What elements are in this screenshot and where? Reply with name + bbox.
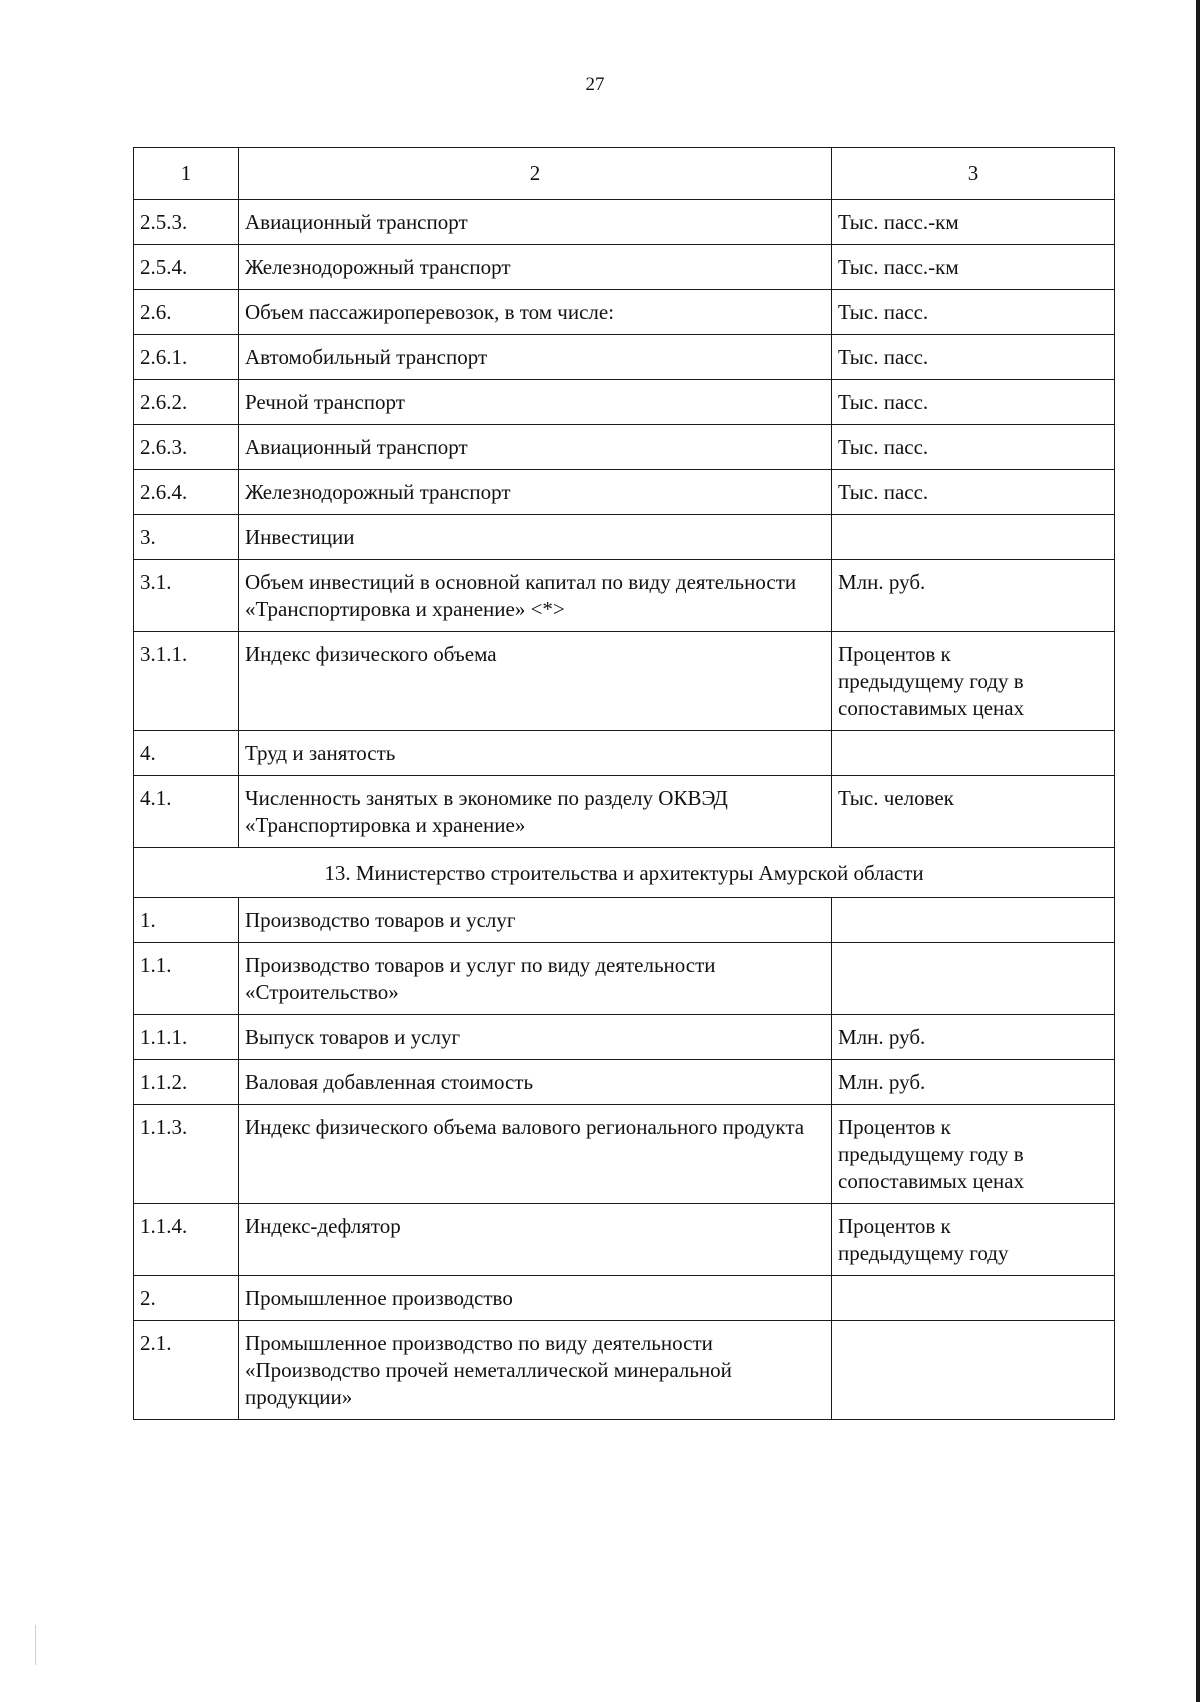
row-number: 1.1.4. [134, 1204, 239, 1276]
indicators-table [133, 147, 1115, 1420]
table-row [134, 632, 1115, 731]
table-row [134, 515, 1115, 560]
row-unit: Процентов к предыдущему году в сопоставимых ценах [832, 1105, 1115, 1204]
row-number: 4.1. [134, 776, 239, 848]
row-indicator: Речной транспорт [239, 380, 832, 425]
section-title: 13. Министерство строительства и архитектуры Амурской области [134, 848, 1115, 898]
row-indicator: Численность занятых в экономике по разделу ОКВЭД «Транспортировка и хранение» [239, 776, 832, 848]
row-number: 2.6. [134, 290, 239, 335]
scan-mark [35, 1625, 36, 1665]
row-number: 2.6.4. [134, 470, 239, 515]
row-indicator: Производство товаров и услуг по виду деятельности «Строительство» [239, 943, 832, 1015]
table-row [134, 1204, 1115, 1276]
row-indicator: Труд и занятость [239, 731, 832, 776]
row-unit: Млн. руб. [832, 560, 1115, 632]
row-indicator: Индекс физического объема валового регионального продукта [239, 1105, 832, 1204]
row-unit: Тыс. пасс.-км [832, 200, 1115, 245]
page-number: 27 [585, 74, 605, 95]
row-number: 1.1.1. [134, 1015, 239, 1060]
table-row [134, 245, 1115, 290]
table-row [134, 470, 1115, 515]
row-unit [832, 1276, 1115, 1321]
row-number: 2.6.1. [134, 335, 239, 380]
table-row [134, 335, 1115, 380]
table-row [134, 1015, 1115, 1060]
table-row [134, 1276, 1115, 1321]
row-unit [832, 943, 1115, 1015]
row-number: 3.1.1. [134, 632, 239, 731]
table-row [134, 898, 1115, 943]
row-number: 2. [134, 1276, 239, 1321]
table-header-row [134, 148, 1115, 200]
row-unit: Тыс. пасс. [832, 425, 1115, 470]
row-number: 4. [134, 731, 239, 776]
row-number: 2.5.4. [134, 245, 239, 290]
row-indicator: Объем пассажироперевозок, в том числе: [239, 290, 832, 335]
header-cell-name: 2 [239, 148, 832, 200]
row-number: 2.1. [134, 1321, 239, 1420]
section-header-row [134, 848, 1115, 898]
table-row [134, 425, 1115, 470]
table-row [134, 290, 1115, 335]
row-number: 2.6.2. [134, 380, 239, 425]
row-number: 1.1. [134, 943, 239, 1015]
row-number: 1.1.3. [134, 1105, 239, 1204]
row-unit: Тыс. пасс. [832, 335, 1115, 380]
row-unit: Процентов к предыдущему году в сопоставимых ценах [832, 632, 1115, 731]
table-row [134, 731, 1115, 776]
row-unit [832, 515, 1115, 560]
page-right-edge [1196, 0, 1200, 1702]
row-indicator: Промышленное производство по виду деятельности «Производство прочей неметаллической минеральной продукции» [239, 1321, 832, 1420]
row-unit: Тыс. пасс. [832, 470, 1115, 515]
row-indicator: Авиационный транспорт [239, 200, 832, 245]
table-row [134, 560, 1115, 632]
row-number: 2.5.3. [134, 200, 239, 245]
row-number: 1.1.2. [134, 1060, 239, 1105]
row-unit [832, 898, 1115, 943]
row-indicator: Железнодорожный транспорт [239, 470, 832, 515]
row-indicator: Железнодорожный транспорт [239, 245, 832, 290]
table-row [134, 943, 1115, 1015]
row-indicator: Производство товаров и услуг [239, 898, 832, 943]
row-unit [832, 731, 1115, 776]
row-unit: Млн. руб. [832, 1015, 1115, 1060]
row-unit: Тыс. пасс.-км [832, 245, 1115, 290]
row-indicator: Валовая добавленная стоимость [239, 1060, 832, 1105]
row-unit: Тыс. пасс. [832, 380, 1115, 425]
table-row [134, 776, 1115, 848]
row-indicator: Индекс физического объема [239, 632, 832, 731]
row-indicator: Промышленное производство [239, 1276, 832, 1321]
table-row [134, 380, 1115, 425]
row-unit: Млн. руб. [832, 1060, 1115, 1105]
table-row [134, 1105, 1115, 1204]
table-row [134, 200, 1115, 245]
row-number: 3.1. [134, 560, 239, 632]
row-indicator: Объем инвестиций в основной капитал по виду деятельности «Транспортировка и хранение» <*> [239, 560, 832, 632]
row-unit [832, 1321, 1115, 1420]
row-indicator: Индекс-дефлятор [239, 1204, 832, 1276]
row-unit: Тыс. пасс. [832, 290, 1115, 335]
header-cell-num: 1 [134, 148, 239, 200]
row-indicator: Автомобильный транспорт [239, 335, 832, 380]
row-unit: Процентов к предыдущему году [832, 1204, 1115, 1276]
row-number: 3. [134, 515, 239, 560]
row-unit: Тыс. человек [832, 776, 1115, 848]
table-row [134, 1060, 1115, 1105]
row-indicator: Авиационный транспорт [239, 425, 832, 470]
header-cell-unit: 3 [832, 148, 1115, 200]
row-indicator: Инвестиции [239, 515, 832, 560]
row-number: 2.6.3. [134, 425, 239, 470]
table-row [134, 1321, 1115, 1420]
row-number: 1. [134, 898, 239, 943]
row-indicator: Выпуск товаров и услуг [239, 1015, 832, 1060]
